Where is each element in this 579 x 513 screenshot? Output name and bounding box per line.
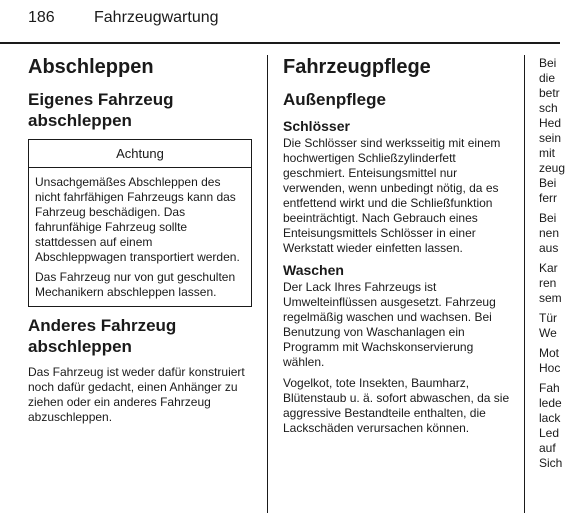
truncated-line: lack — [539, 411, 561, 425]
warning-box — [28, 139, 252, 307]
body-paragraph: Die Schlösser sind werksseitig mit einem hochwertigen Schließzylinderfett geschmiert. Enteisungsmittel nur verwenden, wenn unbedingt nötig, da es entfettend wirkt und die Schließfunktion beeinträchtigt. Nach Gebrauch eines Enteisungsmittels Schlösser in einer Werkstatt wieder einfetten lassen. — [283, 136, 501, 255]
truncated-line: Bei — [539, 176, 557, 190]
truncated-line: Kar — [539, 261, 558, 275]
truncated-line: nen — [539, 226, 560, 240]
truncated-line: Tür — [539, 311, 557, 325]
truncated-line: Mot — [539, 346, 560, 360]
heading-vehicle-care: Fahrzeugpflege — [283, 56, 431, 78]
truncated-line: betr — [539, 86, 560, 100]
truncated-line: die — [539, 71, 556, 85]
page-header — [28, 8, 219, 28]
subheading-own-vehicle: Eigenes Fahrzeug abschleppen — [28, 90, 174, 130]
header-rule — [0, 42, 560, 44]
subheading-exterior-care: Außenpflege — [283, 90, 386, 109]
warning-title: Achtung — [29, 140, 251, 168]
body-paragraph: Vogelkot, tote Insekten, Baumharz, Blütenstaub u. ä. sofort abwaschen, da sie aggressive Bestandteile enthalten, die Lackschäden verursachen können. — [283, 376, 510, 435]
truncated-line: sein — [539, 131, 562, 145]
heading-towing: Abschleppen — [28, 56, 154, 78]
truncated-line: Bei — [539, 56, 557, 70]
truncated-line: mit — [539, 146, 555, 160]
truncated-line: sem — [539, 291, 562, 305]
truncated-line: Hed — [539, 116, 562, 130]
body-paragraph: Das Fahrzeug ist weder dafür konstruiert noch dafür gedacht, einen Anhänger zu ziehen oder ein anderes Fahrzeug abzuschleppen. — [28, 365, 245, 424]
warning-paragraph: Unsachgemäßes Abschleppen des nicht fahrfähigen Fahrzeugs kann das Fahrzeug beschädigen. Das fahrunfähige Fahrzeug sollte stattdessen auf einem Abschleppwagen transportiert werden. — [35, 175, 240, 264]
column-divider — [267, 55, 268, 513]
subheading-locks: Schlösser — [283, 118, 350, 134]
truncated-line: ferr — [539, 191, 557, 205]
column-towing — [28, 55, 252, 431]
truncated-line: We — [539, 326, 557, 340]
column-divider — [524, 55, 525, 513]
truncated-line: ren — [539, 276, 557, 290]
truncated-line: zeug — [539, 161, 566, 175]
truncated-line: auf — [539, 441, 556, 455]
truncated-line: aus — [539, 241, 559, 255]
column-continued — [539, 56, 579, 471]
truncated-line: Hoc — [539, 361, 561, 375]
truncated-line: Fah — [539, 381, 560, 395]
truncated-line: Bei — [539, 211, 557, 225]
body-paragraph: Der Lack Ihres Fahrzeugs ist Umwelteinflüssen ausgesetzt. Fahrzeug regelmäßig waschen und wachsen. Bei Benutzung von Waschanlagen ein Programm mit Wachskonservierung wählen. — [283, 280, 496, 369]
page-number: 186 — [28, 9, 55, 26]
truncated-line: lede — [539, 396, 562, 410]
subheading-other-vehicle: Anderes Fahrzeug abschleppen — [28, 316, 177, 356]
truncated-line: Led — [539, 426, 560, 440]
warning-paragraph: Das Fahrzeug nur von gut geschulten Mechanikern abschleppen lassen. — [35, 270, 236, 299]
truncated-line: Sich — [539, 456, 563, 470]
truncated-line: sch — [539, 101, 558, 115]
column-vehicle-care — [283, 55, 513, 442]
subheading-washing: Waschen — [283, 262, 344, 278]
section-title: Fahrzeugwartung — [94, 9, 219, 26]
